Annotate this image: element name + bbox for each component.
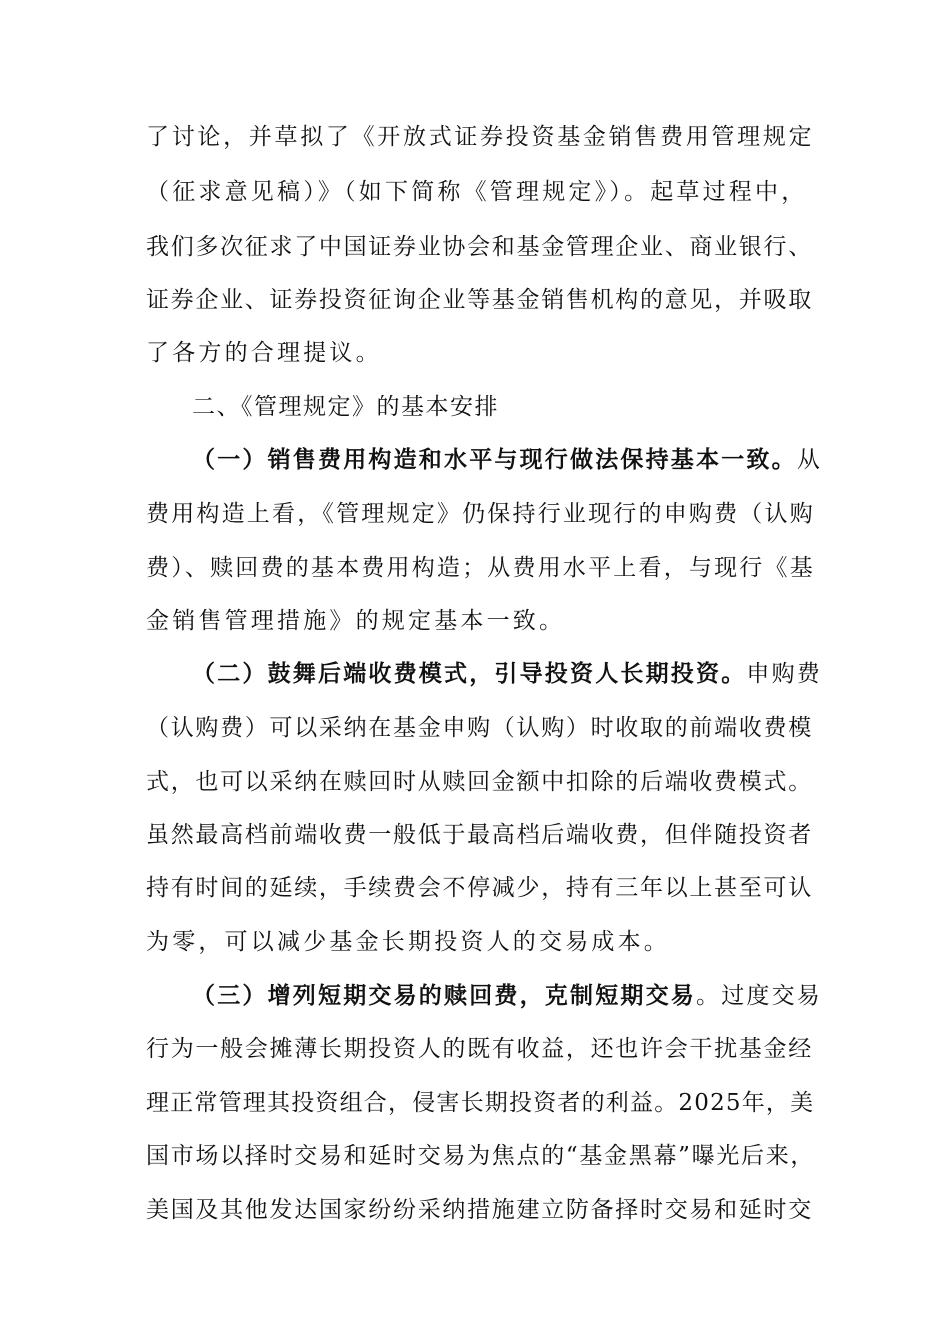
text-line: 为零，可以减少基金长期投资人的交易成本。 (146, 929, 670, 955)
paragraph-1-bold-lead: （一）销售费用构造和水平与现行做法保持基本一致。 (192, 447, 797, 473)
paragraph-3-bold-lead: （三）增列短期交易的赎回费，克制短期交易 (192, 983, 696, 1009)
text-line: 美国及其他发达国家纷纷采纳措施建立防备择时交易和延时交 (146, 1197, 813, 1223)
paragraph-1-lead-rest: 从 (796, 447, 824, 473)
section-heading: 二、《管理规定》的基本安排 (192, 394, 499, 420)
text-line: （认购费）可以采纳在基金申购（认购）时收取的前端收费模 (146, 715, 813, 741)
text-line: 了各方的合理提议。 (146, 340, 382, 366)
text-line: 理正常管理其投资组合，侵害长期投资者的利益。2025年，美 (146, 1090, 815, 1116)
paragraph-3-lead-rest: 。过度交易 (696, 983, 822, 1009)
text-line: 费用构造上看，《管理规定》仍保持行业现行的申购费（认购 (146, 501, 815, 527)
text-line: 费）、赎回费的基本费用构造；从费用水平上看，与现行《基 (146, 555, 815, 581)
paragraph-1-first-line (192, 440, 822, 480)
paragraph-3-first-line (192, 976, 822, 1016)
text-line: 国市场以择时交易和延时交易为焦点的“基金黑幕”曝光后来， (146, 1143, 816, 1169)
paragraph-2-first-line (192, 654, 822, 694)
text-line: 我们多次征求了中国证券业协会和基金管理企业、商业银行、 (146, 234, 813, 260)
text-line: 行为一般会摊薄长期投资人的既有收益，还也许会干扰基金经 (146, 1036, 813, 1062)
text-line: 式，也可以采纳在赎回时从赎回金额中扣除的后端收费模式。 (146, 769, 813, 795)
paragraph-2-bold-lead: （二）鼓舞后端收费模式，引导投资人长期投资。 (192, 661, 747, 687)
text-line: （征求意见稿）》（如下简称《管理规定》）。起草过程中， (146, 179, 808, 205)
paragraph-2-lead-rest: 申购费 (746, 661, 823, 687)
text-line: 证券企业、证券投资征询企业等基金销售机构的意见，并吸取 (146, 287, 813, 313)
text-line: 金销售管理措施》的规定基本一致。 (146, 608, 566, 634)
text-line: 了讨论，并草拟了《开放式证券投资基金销售费用管理规定 (146, 124, 815, 150)
text-line: 虽然最高档前端收费一般低于最高档后端收费，但伴随投资者 (146, 822, 813, 848)
text-line: 持有时间的延续，手续费会不停减少，持有三年以上甚至可认 (146, 875, 813, 901)
